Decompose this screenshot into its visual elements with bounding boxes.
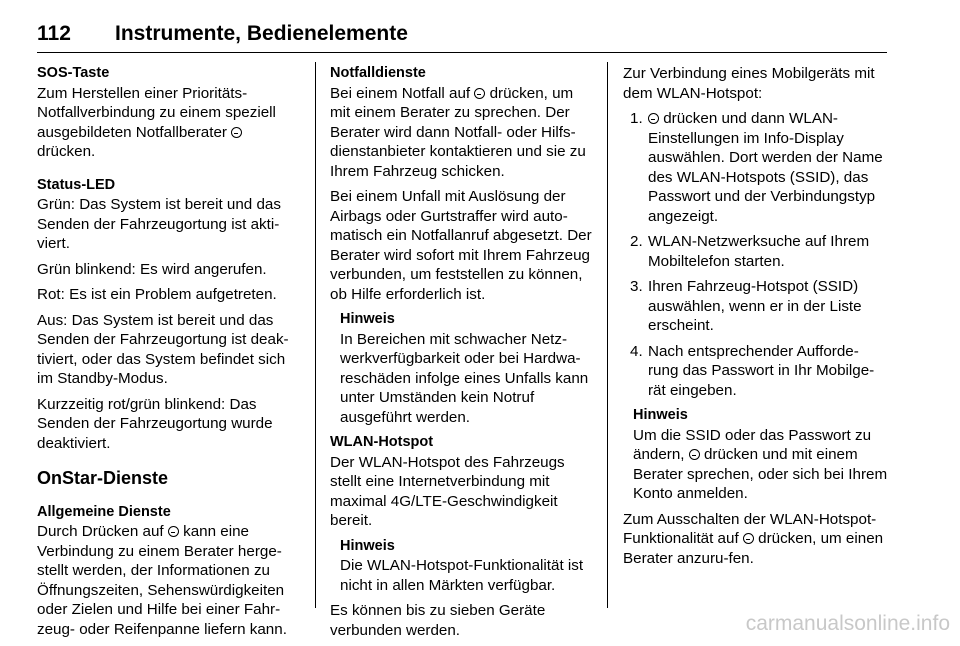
wlan-title: WLAN-Hotspot: [330, 434, 434, 450]
led-p1: Grün: Das System ist bereit und das Senden der Fahrzeugortung ist akti-viert.: [37, 196, 281, 252]
page-title: Instrumente, Bedienelemente: [115, 22, 408, 45]
emergency-p1: [330, 84, 596, 182]
led-p5: Kurzzeitig rot/grün blinkend: Das Senden der Fahrzeugortung wurde deaktiviert.: [37, 395, 273, 452]
wlan-off-text: [623, 510, 889, 569]
onstar-title: OnStar-Dienste: [37, 468, 169, 488]
note-3-text-b: drücken und mit einem Berater sprechen, oder sich bei Ihrem Konto anmelden.: [633, 446, 888, 502]
step-number: 4.: [630, 342, 643, 360]
wlan-off-text-a: Zum Ausschalten der WLAN-Hotspot-Funktionalität auf: [623, 510, 877, 547]
column-2: [330, 64, 596, 646]
note-3-text-a: Um die SSID oder das Passwort zu ändern,: [633, 426, 872, 463]
sos-text: [37, 84, 303, 162]
led-p4: Aus: Das System ist bereit und das Senden der Fahrzeugortung ist deak-tiviert, oder das System befindet sich im Standby-Modus.: [37, 311, 289, 387]
wlan-steps: [623, 109, 889, 400]
note-3: [633, 406, 889, 504]
wlan-p1: Der WLAN-Hotspot des Fahrzeugs stellt eine Internetverbindung mit maximal 4G/LTE-Geschwindigkeit bereit.: [330, 453, 565, 529]
onstar-button-icon: [168, 526, 179, 537]
step-number: 1.: [630, 110, 643, 127]
watermark: carmanualsonline.info: [745, 612, 950, 635]
list-item: [623, 232, 889, 271]
onstar-button-icon: [689, 449, 700, 460]
onstar-button-icon: [743, 533, 754, 544]
note-1-head: Hinweis: [340, 311, 395, 327]
general-text-a: Durch Drücken auf: [37, 523, 164, 540]
emergency-p2: Bei einem Unfall mit Auslösung der Airbags oder Gurtstraffer wird auto-matisch ein Notfallanruf abgesetzt. Der Berater wird sofort mit Ihrem Fahrzeug verbunden, um feststellen zu können, ob Hilfe erforderlich ist.: [330, 188, 592, 303]
emergency-p1-b: drücken, um mit einem Berater zu sprechen. Der Berater wird dann Notfall- oder Hilfs-dienstanbieter kontaktieren und sie zu Ihrem Fahrzeug schicken.: [330, 84, 586, 180]
note-3-text: [633, 426, 889, 504]
emergency-p1-a: Bei einem Notfall auf: [330, 84, 471, 102]
sos-text-b: drücken.: [37, 143, 96, 160]
note-3-head: Hinweis: [633, 407, 688, 423]
led-p2: Grün blinkend: Es wird angerufen.: [37, 260, 267, 278]
wlan-off-text-b: drücken, um einen Berater anzuru-fen.: [623, 530, 884, 567]
general-text-b: kann eine Verbindung zu einem Berater herge-stellt werden, der Informationen zu Öffnungszeiten, Sehenswürdigkeiten oder Zielen und Hilfe bei einer Fahr-zeug- oder Reifenpanne liefern kann.: [37, 523, 287, 638]
list-item: [623, 342, 889, 401]
note-2-head: Hinweis: [340, 537, 395, 554]
led-title: Status-LED: [37, 176, 116, 193]
note-2-text: Die WLAN-Hotspot-Funktionalität ist nicht in allen Märkten verfügbar.: [340, 557, 584, 594]
list-item: [623, 277, 889, 336]
page-number: 112: [37, 22, 71, 45]
column-3: [623, 64, 889, 574]
wlan-p2: Es können bis zu sieben Geräte verbunden werden.: [330, 602, 546, 639]
step-text: Nach entsprechender Aufforde-rung das Passwort in Ihr Mobilge-rät eingeben.: [648, 342, 875, 399]
general-title: Allgemeine Dienste: [37, 503, 171, 520]
step-text: WLAN-Netzwerksuche auf Ihrem Mobiltelefon starten.: [648, 233, 870, 270]
step-number: 2.: [630, 233, 643, 250]
sos-text-a: Zum Herstellen einer Prioritäts-Notfallverbindung zu einem speziell ausgebildeten Notfallberater: [37, 84, 276, 141]
general-text: [37, 522, 303, 639]
page-header: [37, 22, 887, 53]
sos-button-icon: [474, 88, 485, 99]
emergency-title: Notfalldienste: [330, 65, 426, 81]
column-divider-2: [607, 62, 608, 608]
column-1: [37, 64, 303, 645]
sos-title: SOS-Taste: [37, 65, 110, 81]
voice-button-icon: [648, 113, 659, 124]
step-text: Ihren Fahrzeug-Hotspot (SSID) auswählen, wenn er in der Liste erscheint.: [648, 278, 862, 334]
note-2: [340, 537, 596, 596]
step-number: 3.: [630, 278, 643, 295]
column-divider-1: [315, 62, 316, 608]
list-item: [623, 109, 889, 226]
note-1-text: In Bereichen mit schwacher Netz-werkverfügbarkeit oder bei Hardwa-reschäden infolge eines Unfalls kann unter Umständen kein Notruf ausgeführt werden.: [340, 330, 589, 426]
sos-button-icon: [231, 127, 242, 138]
note-1: [340, 310, 596, 427]
led-p3: Rot: Es ist ein Problem aufgetreten.: [37, 286, 277, 303]
wlan-intro: Zur Verbindung eines Mobilgeräts mit dem WLAN-Hotspot:: [623, 65, 875, 102]
step-text: drücken und dann WLAN-Einstellungen im Info-Display auswählen. Dort werden der Name des WLAN-Hotspots (SSID), das Passwort und der Verbindungstyp angezeigt.: [648, 110, 883, 225]
